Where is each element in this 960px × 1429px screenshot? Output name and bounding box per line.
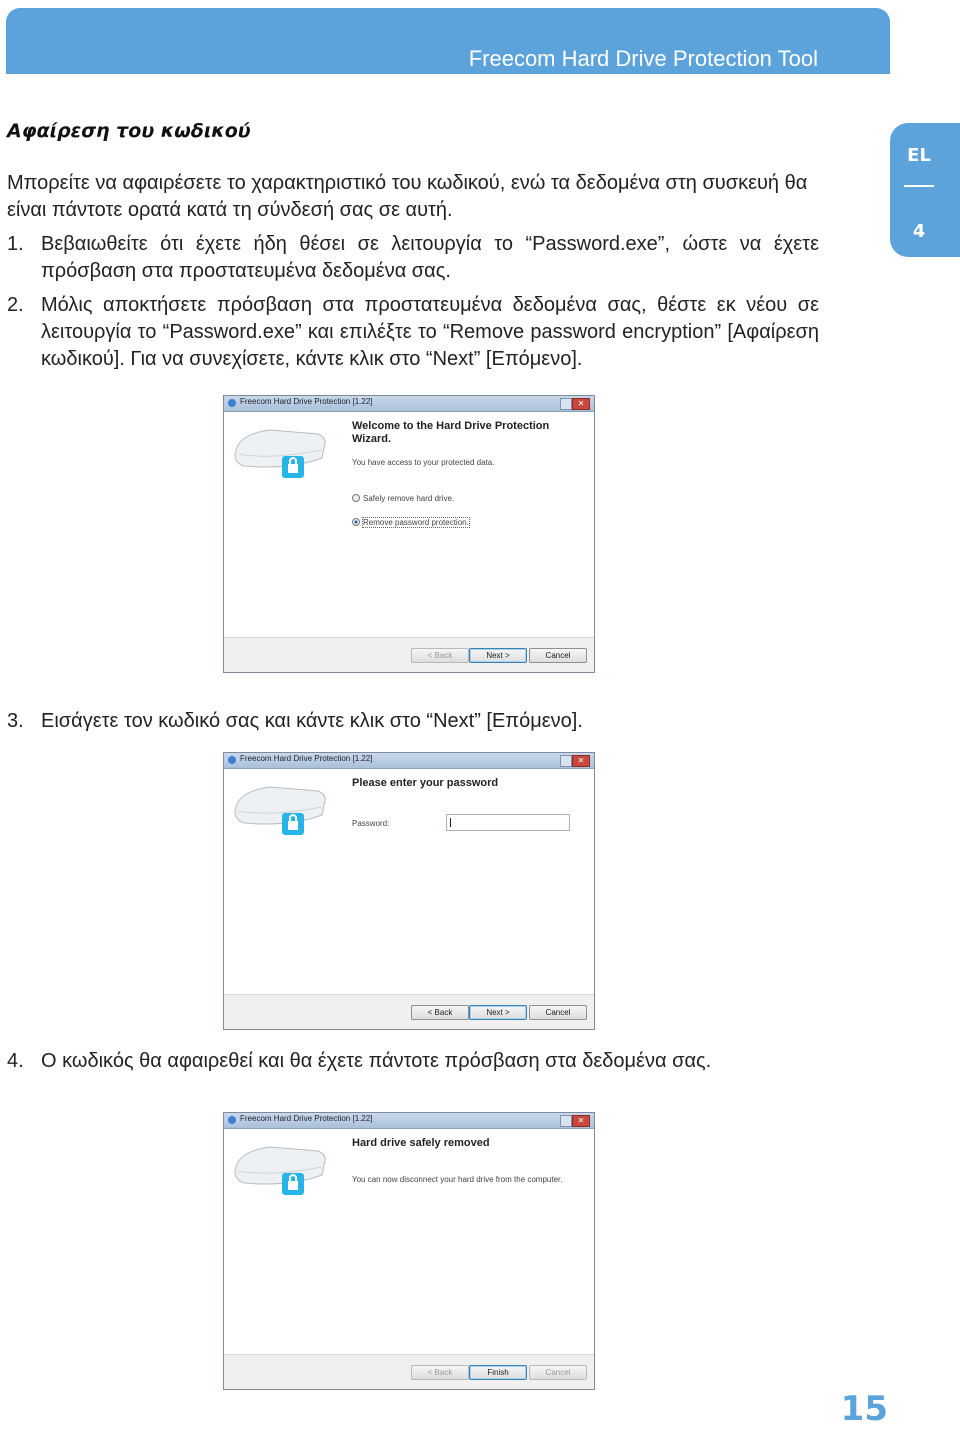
header-banner (6, 8, 890, 74)
wizard-subtext: You can now disconnect your hard drive from the computer. (352, 1175, 563, 1184)
minimize-icon[interactable] (560, 755, 572, 767)
language-code: EL (907, 145, 931, 166)
button-bar (224, 994, 594, 1029)
step-number: 1. (7, 233, 24, 255)
window-titlebar (224, 753, 594, 769)
wizard-heading: Hard drive safely removed (352, 1137, 490, 1149)
radio-selected-icon[interactable] (352, 518, 360, 526)
cancel-button[interactable]: Cancel (529, 648, 587, 663)
step-text: Ο κωδικός θα αφαιρεθεί και θα έχετε πάντοτε πρόσβαση στα δεδομένα σας. (41, 1050, 712, 1072)
wizard-heading: Welcome to the Hard Drive Protection Wizard. (352, 420, 550, 445)
cancel-button[interactable]: Cancel (529, 1005, 587, 1020)
step-number: 4. (7, 1050, 24, 1072)
step-text: Βεβαιωθείτε ότι έχετε ήδη θέσει σε λειτουργία το “Password.exe”, ώστε να έχετε πρόσβαση στα προστατευμένα δεδομένα σας. (41, 233, 819, 282)
close-icon[interactable]: ✕ (572, 755, 590, 767)
header-title: Freecom Hard Drive Protection Tool (468, 46, 818, 71)
window-title: Freecom Hard Drive Protection [1.22] (240, 1114, 373, 1123)
next-button[interactable]: Next > (469, 1005, 527, 1020)
step-1 (7, 231, 819, 285)
back-button[interactable]: < Back (411, 1005, 469, 1020)
window-title: Freecom Hard Drive Protection [1.22] (240, 397, 373, 406)
wizard-subtext: You have access to your protected data. (352, 458, 495, 467)
app-icon (228, 399, 236, 407)
step-3 (7, 708, 819, 735)
radio-icon[interactable] (352, 494, 360, 502)
step-number: 2. (7, 294, 24, 316)
radio-label: Safely remove hard drive. (363, 494, 455, 503)
intro-paragraph: Μπορείτε να αφαιρέσετε το χαρακτηριστικό του κωδικού, ενώ τα δεδομένα στη συσκευή θα είναι πάντοτε ορατά κατά τη σύνδεσή σας σε αυτή. (7, 172, 808, 221)
minimize-icon[interactable] (560, 1115, 572, 1127)
cancel-button[interactable]: Cancel (529, 1365, 587, 1380)
section-title: Αφαίρεση του κωδικού (7, 120, 251, 142)
step-text: Μόλις αποκτήσετε πρόσβαση στα προστατευμένα δεδομένα σας, θέστε εκ νέου σε λειτουργία το “Password.exe” και επιλέξτε το “Remove password encryption” [Αφαίρεση κωδικού]. Για να συνεχίσετε, κάντε κλικ στο “Next” [Επόμενο]. (41, 294, 819, 370)
step-4 (7, 1048, 819, 1075)
radio-label: Remove password protection. (363, 518, 469, 527)
close-icon[interactable]: ✕ (572, 1115, 590, 1127)
radio-safely-remove[interactable] (352, 494, 454, 503)
step-number: 3. (7, 710, 24, 732)
window-titlebar (224, 1113, 594, 1129)
step-text: Εισάγετε τον κωδικό σας και κάντε κλικ στο “Next” [Επόμενο]. (41, 710, 583, 732)
hard-drive-lock-icon (230, 777, 330, 837)
hard-drive-lock-icon (230, 420, 330, 480)
app-icon (228, 1116, 236, 1124)
step-2 (7, 292, 819, 373)
radio-remove-password[interactable] (352, 518, 469, 527)
finish-button[interactable]: Finish (469, 1365, 527, 1380)
text-caret (450, 818, 451, 827)
app-icon (228, 756, 236, 764)
window-title: Freecom Hard Drive Protection [1.22] (240, 754, 373, 763)
wizard-screenshot-removed (223, 1112, 595, 1390)
back-button[interactable]: < Back (411, 648, 469, 663)
back-button[interactable]: < Back (411, 1365, 469, 1380)
chapter-number: 4 (912, 221, 926, 242)
wizard-screenshot-welcome (223, 395, 595, 673)
next-button[interactable]: Next > (469, 648, 527, 663)
password-input[interactable] (446, 814, 570, 831)
page-number: 15 (840, 1389, 888, 1429)
wizard-heading: Please enter your password (352, 777, 499, 789)
hard-drive-lock-icon (230, 1137, 330, 1197)
button-bar (224, 637, 594, 672)
tab-divider (904, 185, 934, 187)
close-icon[interactable]: ✕ (572, 398, 590, 410)
password-label: Password: (352, 819, 390, 828)
button-bar (224, 1354, 594, 1389)
wizard-screenshot-password (223, 752, 595, 1030)
minimize-icon[interactable] (560, 398, 572, 410)
window-titlebar (224, 396, 594, 412)
language-tab (890, 123, 960, 257)
